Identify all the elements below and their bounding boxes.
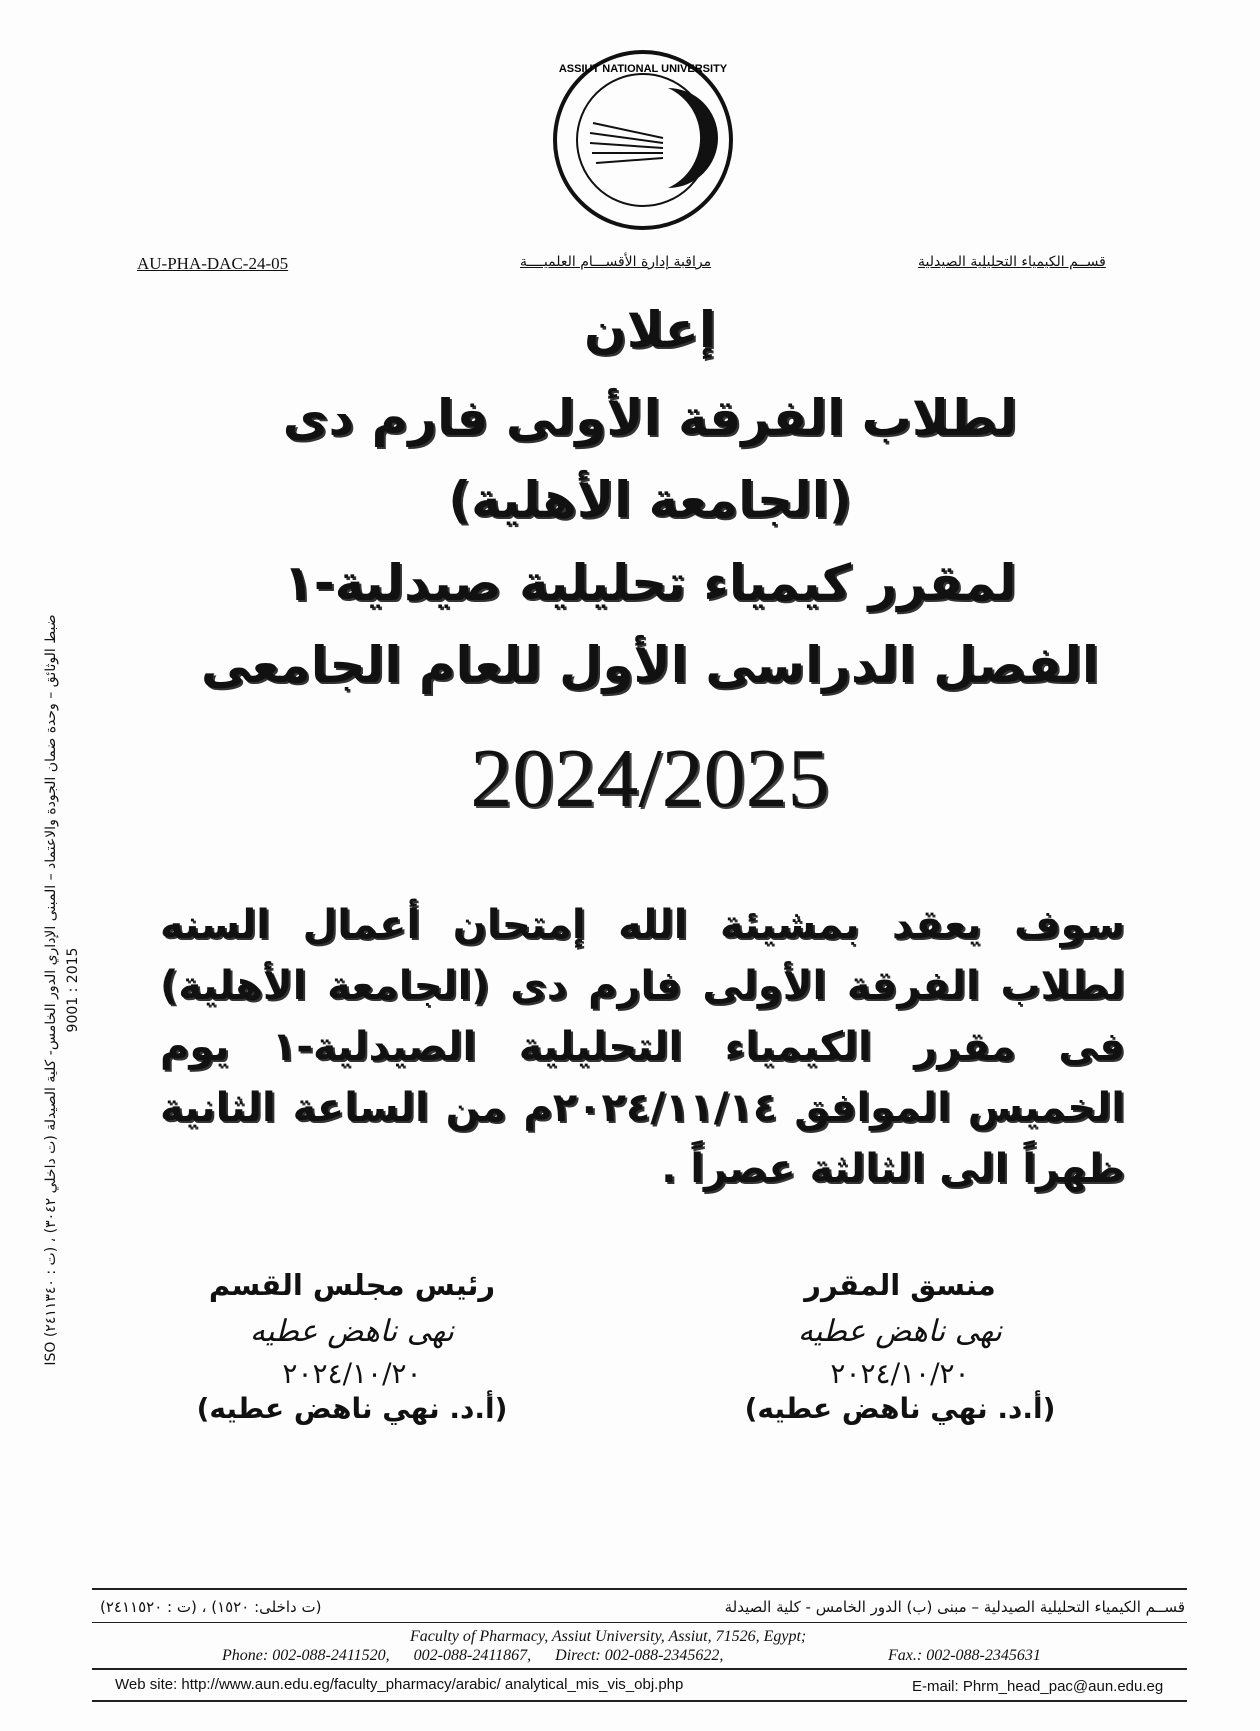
signature-block-head (172, 1268, 532, 1425)
handwritten-signature: نهى ناهض عطيه (250, 1314, 454, 1349)
title-line-4: لمقرر كيمياء تحليلية صيدلية-١ (283, 554, 1017, 612)
academic-year: 2024/2025 (470, 732, 830, 825)
footer-email-link[interactable]: E-mail: Phrm_head_pac@aun.edu.eg (912, 1678, 1164, 1695)
footer-divider (92, 1668, 1187, 1670)
side-note-line: ضبط الوثائق – وحدة ضمان الجودة والاعتماد – المبنى الإداري الدور الخامس- كلية الصيدلة (ت داخلي ٣٠٤٢) ، (ت : ٢٤١١٣٤٠) ISO (43, 614, 59, 1366)
iso-number: 9001 : 2015 (65, 947, 81, 1033)
side-margin-note (40, 550, 84, 1430)
signatory-name: (أ.د. نهي ناهض عطيه) (744, 1392, 1056, 1425)
title-announcement: إعلان (584, 301, 716, 359)
signatory-name: (أ.د. نهي ناهض عطيه) (196, 1392, 508, 1425)
footer-faculty-address: Faculty of Pharmacy, Assiut University, Assiut, 71526, Egypt; (410, 1628, 807, 1645)
footer-website-link[interactable]: Web site: http://www.aun.edu.eg/faculty_pharmacy/arabic/ analytical_mis_vis_obj.php (115, 1676, 684, 1693)
footer-extension: (ت داخلى: ١٥٢٠) ، (ت : ٢٤١١٥٢٠) (100, 1598, 322, 1616)
footer-divider (92, 1622, 1187, 1623)
document-code: AU-PHA-DAC-24-05 (137, 254, 289, 273)
signature-date: ٢٠٢٤/١٠/٢٠ (282, 1357, 422, 1390)
footer-divider (92, 1588, 1187, 1590)
svg-text:ASSIUT NATIONAL UNIVERSITY: ASSIUT NATIONAL UNIVERSITY (558, 63, 728, 75)
signature-block-coordinator (720, 1268, 1080, 1425)
signature-date: ٢٠٢٤/١٠/٢٠ (830, 1357, 970, 1390)
title-line-3: (الجامعة الأهلية) (448, 471, 852, 529)
university-logo (548, 48, 738, 233)
footer-phone: Phone: 002-088-2411520, 002-088-2411867, Direct: 002-088-2345622, (222, 1647, 724, 1664)
announcement-body: سوف يعقد بمشيئة الله إمتحان أعمال السنه لطلاب الفرقة الأولى فارم دى (الجامعة الأهلية) فى مقرر الكيمياء التحليلية الصيدلية-١ يوم الخميس الموافق ٢٠٢٤/١١/١٤م من الساعة الثانية ظهراً الى الثالثة عصراً . (160, 902, 1125, 1192)
handwritten-signature: نهى ناهض عطيه (798, 1314, 1002, 1349)
header-department: قســم الكيمياء التحليلية الصيدلية (918, 254, 1106, 270)
footer-fax: Fax.: 002-088-2345631 (888, 1647, 1041, 1664)
header-center: مراقبة إدارة الأقســـام العلميــــة (520, 254, 712, 270)
footer-divider (92, 1700, 1187, 1702)
signature-title: رئيس مجلس القسم (208, 1268, 496, 1302)
title-line-2: لطلاب الفرقة الأولى فارم دى (282, 389, 1018, 447)
footer-department-address: قســم الكيمياء التحليلية الصيدلية – مبنى (ب) الدور الخامس - كلية الصيدلة (724, 1598, 1185, 1616)
signature-title: منسق المقرر (804, 1268, 996, 1302)
title-line-5: الفصل الدراسى الأول للعام الجامعى (200, 636, 1100, 694)
